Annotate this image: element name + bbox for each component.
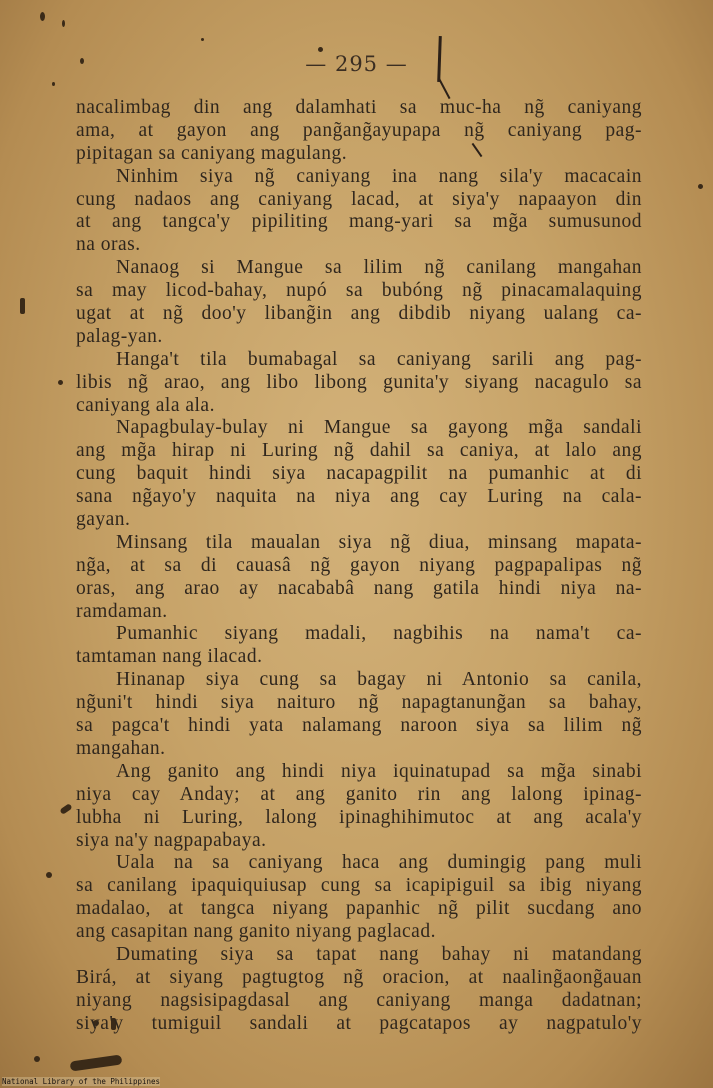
ink-speck [34,1056,40,1062]
text-line: ang casapitan nang ganito niyang paglacad. [76,921,436,943]
text-line: pipitagan sa caniyang magulang. [76,142,348,164]
text-line: gayan. [76,509,131,531]
ink-speck [40,12,45,21]
text-line: lubha ni Luring, lalong ipinaghihimutoc at ang acala'y [76,806,642,828]
text-line: madalao, at tangca niyang papanhic ng̃ pilit sucdang ano [76,898,642,920]
text-line: libis ng̃ arao, ang libo libong gunita'y siyang nacagulo sa [76,371,642,393]
text-line: Minsang tila maualan siya ng̃ diua, minsang mapata- [116,531,642,553]
text-line: oras, ang arao ay nacababâ nang gatila hindi niya na- [76,577,642,599]
text-line: ama, at gayon ang pang̃ang̃ayupapa ng̃ caniyang pag- [76,119,642,141]
text-line: Hanga't tila bumabagal sa caniyang sarili ang pag- [116,348,642,370]
text-line: sa pagca't hindi yata nalamang naroon siya sa lilim ng̃ [76,715,642,737]
text-line: tamtaman nang ilacad. [76,646,263,668]
text-line: Ang ganito ang hindi niya iquinatupad sa mg̃a sinabi [116,760,642,782]
text-line: sana ng̃ayo'y naquita na niya ang cay Luring na cala- [76,486,642,508]
text-line: ugat at ng̃ doo'y libang̃in ang dibdib niyang ualang ca- [76,303,642,325]
text-line: na oras. [76,234,141,256]
text-line: ang mg̃a hirap ni Luring ng̃ dahil sa caniya, at lalo ang [76,440,642,462]
text-line: niyang nagsisipagdasal ang caniyang manga dadatnan; [76,989,642,1011]
text-line: Napagbulay-bulay ni Mangue sa gayong mg̃a sandali [116,417,642,439]
ink-speck [62,20,65,27]
text-line: cung baquit hindi siya nacapagpilit na pumanhic at di [76,463,642,485]
text-line: sa canilang ipaquiquiusap cung sa icapipiguil sa ibig niyang [76,875,642,897]
text-line: Ninhim siya ng̃ caniyang ina nang sila'y macacain [116,165,642,187]
text-line: Birá, at siyang pagtugtog ng̃ oracion, at naaling̃aong̃auan [76,966,642,988]
text-line: ramdaman. [76,600,168,622]
library-credit: National Library of the Philippines [2,1077,161,1086]
page-number: — 295 — [305,52,408,76]
text-line: palag-yan. [76,325,163,347]
text-line: Nanaog si Mangue sa lilim ng̃ canilang mangahan [116,257,642,279]
body-text [76,97,642,1036]
text-line: ng̃a, at sa di cauasâ ng̃ gayon niyang pagpapalipas ng̃ [76,554,642,576]
text-line: Hinanap siya cung sa bagay ni Antonio sa canila, [116,669,642,691]
text-line: at ang tangca'y pipiliting mang-yari sa mg̃a sumusunod [76,211,642,233]
text-line: Dumating siya sa tapat nang bahay ni matandang [116,943,642,965]
pen-stroke [437,77,450,99]
ink-speck [201,38,204,41]
text-line: niya cay Anday; at ang ganito rin ang lalong ipinag- [76,783,642,805]
text-line: siya na'y nagpapabaya. [76,829,267,851]
ink-speck [20,298,25,314]
ink-smudge [70,1054,123,1071]
ink-speck [698,184,703,189]
ink-speck [58,380,63,385]
ink-speck [52,82,55,86]
text-line: nacalimbag din ang dalamhati sa muc-ha ng̃ caniyang [76,97,642,118]
text-line: Pumanhic siyang madali, nagbihis na nama't ca- [116,623,642,645]
text-line: caniyang ala ala. [76,394,215,416]
ink-speck [46,872,52,878]
text-line: siya'y tumiguil sandali at pagcatapos ay nagpatulo'y [76,1012,642,1034]
text-line: ng̃uni't hindi siya naituro ng̃ napagtanung̃an sa bahay, [76,692,642,714]
text-line: Uala na sa caniyang haca ang dumingig pang muli [116,852,642,874]
text-line: mangahan. [76,737,166,759]
ink-mark [59,803,72,815]
text-line: sa may licod-bahay, nupó sa bubóng ng̃ pinacamalaquing [76,280,642,302]
text-line: cung nadaos ang caniyang lacad, at siya'y napaayon din [76,188,642,210]
